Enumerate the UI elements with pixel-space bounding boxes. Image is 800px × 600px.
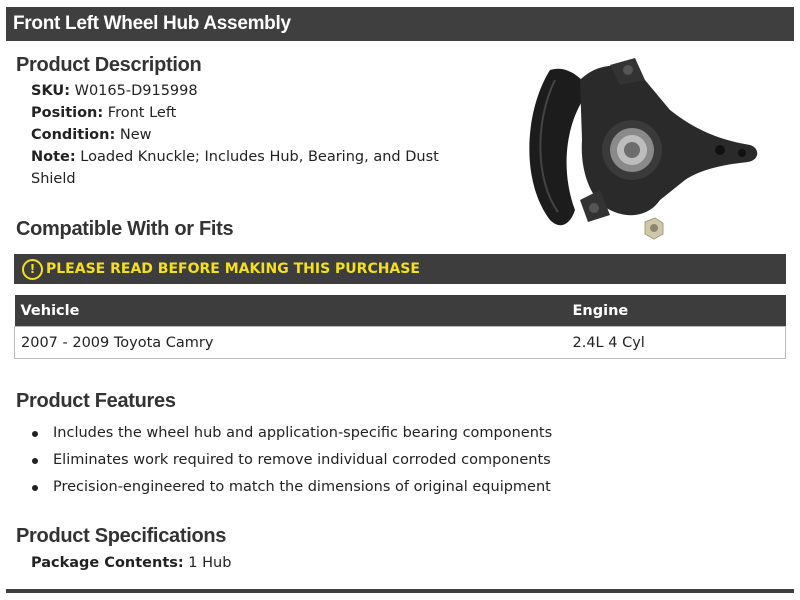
- engine-column-header: Engine: [567, 295, 786, 327]
- package-label: Package Contents:: [31, 555, 184, 571]
- list-item: Eliminates work required to remove individual corroded components: [30, 447, 552, 474]
- position-label: Position:: [31, 105, 104, 121]
- note-value: Loaded Knuckle; Includes Hub, Bearing, and Dust Shield: [31, 149, 439, 187]
- footer-divider: [6, 589, 794, 593]
- sku-label: SKU:: [31, 83, 70, 99]
- exclamation-icon: !: [22, 259, 43, 280]
- compatibility-table: [14, 295, 786, 359]
- note-label: Note:: [31, 149, 76, 165]
- purchase-warning-bar[interactable]: [14, 254, 786, 284]
- features-list: [30, 420, 552, 501]
- position-value: Front Left: [107, 105, 177, 121]
- product-description-heading: Product Description: [16, 54, 202, 76]
- product-features-heading: Product Features: [16, 390, 176, 412]
- package-value: 1 Hub: [188, 555, 232, 571]
- sku-value: W0165-D915998: [74, 83, 198, 99]
- page-title: Front Left Wheel Hub Assembly: [6, 7, 794, 41]
- list-item: Includes the wheel hub and application-specific bearing components: [30, 420, 552, 447]
- table-row: [15, 327, 786, 359]
- condition-value: New: [119, 127, 152, 143]
- note-field: [31, 146, 461, 190]
- product-specifications-heading: Product Specifications: [16, 525, 227, 547]
- package-contents-field: [31, 552, 231, 574]
- condition-label: Condition:: [31, 127, 116, 143]
- sku-field: [31, 80, 198, 102]
- wheel-hub-image: [520, 50, 770, 250]
- position-field: [31, 102, 176, 124]
- vehicle-cell: 2007 - 2009 Toyota Camry: [15, 327, 567, 359]
- vehicle-column-header: Vehicle: [15, 295, 567, 327]
- condition-field: [31, 124, 152, 146]
- engine-cell: 2.4L 4 Cyl: [567, 327, 786, 359]
- compatible-heading: Compatible With or Fits: [16, 218, 234, 240]
- list-item: Precision-engineered to match the dimensions of original equipment: [30, 474, 552, 501]
- warning-text: PLEASE READ BEFORE MAKING THIS PURCHASE: [46, 261, 420, 277]
